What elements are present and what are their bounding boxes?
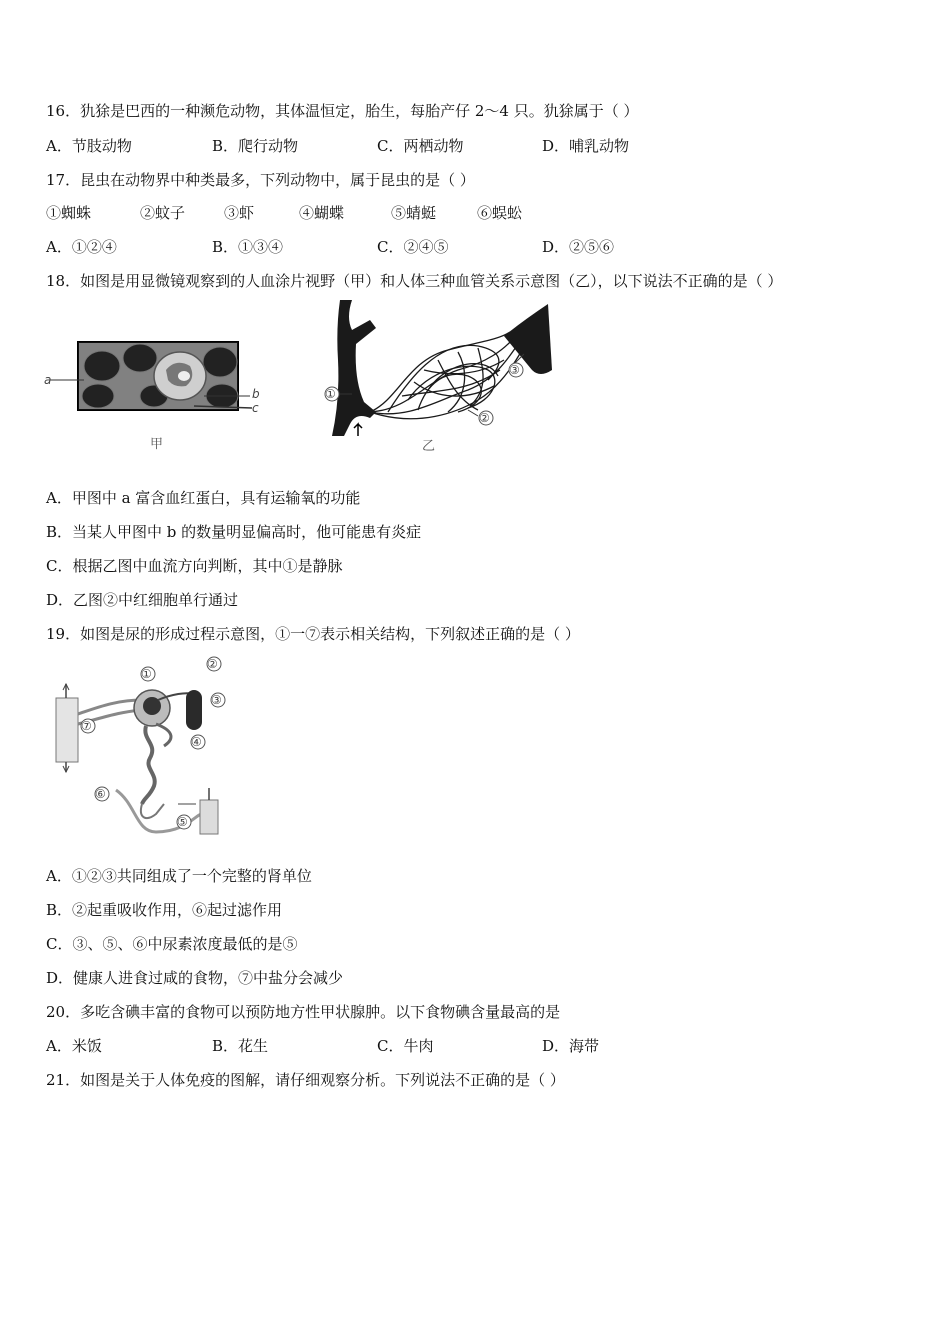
q17-stem: 17．昆虫在动物界中种类最多，下列动物中，属于昆虫的是（ ） — [46, 171, 475, 189]
q19-option-a: A．①②③共同组成了一个完整的肾单位 — [46, 867, 312, 885]
q18-stem: 18．如图是用显微镜观察到的人血涂片视野（甲）和人体三种血管关系示意图（乙），以下说法不正确的是（ ） — [46, 272, 783, 290]
q20-stem: 20．多吃含碘丰富的食物可以预防地方性甲状腺肿。以下食物碘含量最高的是 — [46, 1003, 561, 1021]
q17-option-a: A．①②④ — [46, 238, 117, 256]
q16-option-b: B．爬行动物 — [212, 137, 299, 155]
blood-smear-figure — [44, 330, 274, 455]
q16-option-c: C．两栖动物 — [377, 137, 464, 155]
q18-option-b: B．当某人甲图中 b 的数量明显偏高时，他可能患有炎症 — [46, 523, 422, 541]
q20-option-b: B．花生 — [212, 1037, 269, 1055]
nephron-label-5: ⑤ — [177, 815, 188, 829]
label-3: ③ — [509, 363, 520, 377]
q20-option-a: A．米饭 — [46, 1037, 102, 1055]
q18-option-a: A．甲图中 a 富含血红蛋白，具有运输氧的功能 — [46, 489, 361, 507]
q16-option-d: D．哺乳动物 — [542, 137, 630, 155]
nephron-figure — [46, 654, 236, 842]
q17-option-b: B．①③④ — [212, 238, 284, 256]
q17-item-1: ①蜘蛛 — [46, 204, 92, 222]
caption-jia: 甲 — [150, 437, 164, 452]
q17-item-4: ④蝴蝶 — [299, 204, 345, 222]
nephron-label-4: ④ — [191, 735, 202, 749]
q20-option-c: C．牛肉 — [377, 1037, 434, 1055]
nephron-label-3: ③ — [211, 693, 222, 707]
q21-stem: 21．如图是关于人体免疫的图解，请仔细观察分析。下列说法不正确的是（ ） — [46, 1071, 565, 1089]
q19-stem: 19．如图是尿的形成过程示意图，①一⑦表示相关结构，下列叙述正确的是（ ） — [46, 625, 580, 643]
q17-item-3: ③虾 — [224, 204, 255, 222]
q18-option-c: C．根据乙图中血流方向判断，其中①是静脉 — [46, 557, 343, 575]
nephron-label-2: ② — [207, 657, 218, 671]
q17-option-c: C．②④⑤ — [377, 238, 449, 256]
nephron-label-6: ⑥ — [95, 787, 106, 801]
q19-option-b: B．②起重吸收作用，⑥起过滤作用 — [46, 901, 283, 919]
caption-yi: 乙 — [422, 439, 436, 454]
label-a: a — [44, 373, 52, 387]
q20-option-d: D．海带 — [542, 1037, 600, 1055]
label-c: c — [252, 401, 259, 415]
q17-option-d: D．②⑤⑥ — [542, 238, 615, 256]
q18-option-d: D．乙图②中红细胞单行通过 — [46, 591, 239, 609]
q19-option-c: C．③、⑤、⑥中尿素浓度最低的是⑤ — [46, 935, 298, 953]
q19-option-d: D．健康人进食过咸的食物，⑦中盐分会减少 — [46, 969, 344, 987]
blood-vessel-figure — [318, 300, 558, 458]
q17-item-5: ⑤蜻蜓 — [391, 204, 437, 222]
label-b: b — [252, 387, 260, 401]
label-2: ② — [479, 411, 490, 425]
label-1: ① — [325, 387, 336, 401]
nephron-label-7: ⑦ — [81, 719, 92, 733]
q17-item-2: ②蚊子 — [140, 204, 186, 222]
nephron-label-1: ① — [141, 667, 152, 681]
q17-item-6: ⑥蜈蚣 — [477, 204, 523, 222]
q16-option-a: A．节肢动物 — [46, 137, 132, 155]
q16-stem: 16．犰狳是巴西的一种濒危动物，其体温恒定，胎生，每胎产仔 2～4 只。犰狳属于（ ） — [46, 102, 639, 120]
